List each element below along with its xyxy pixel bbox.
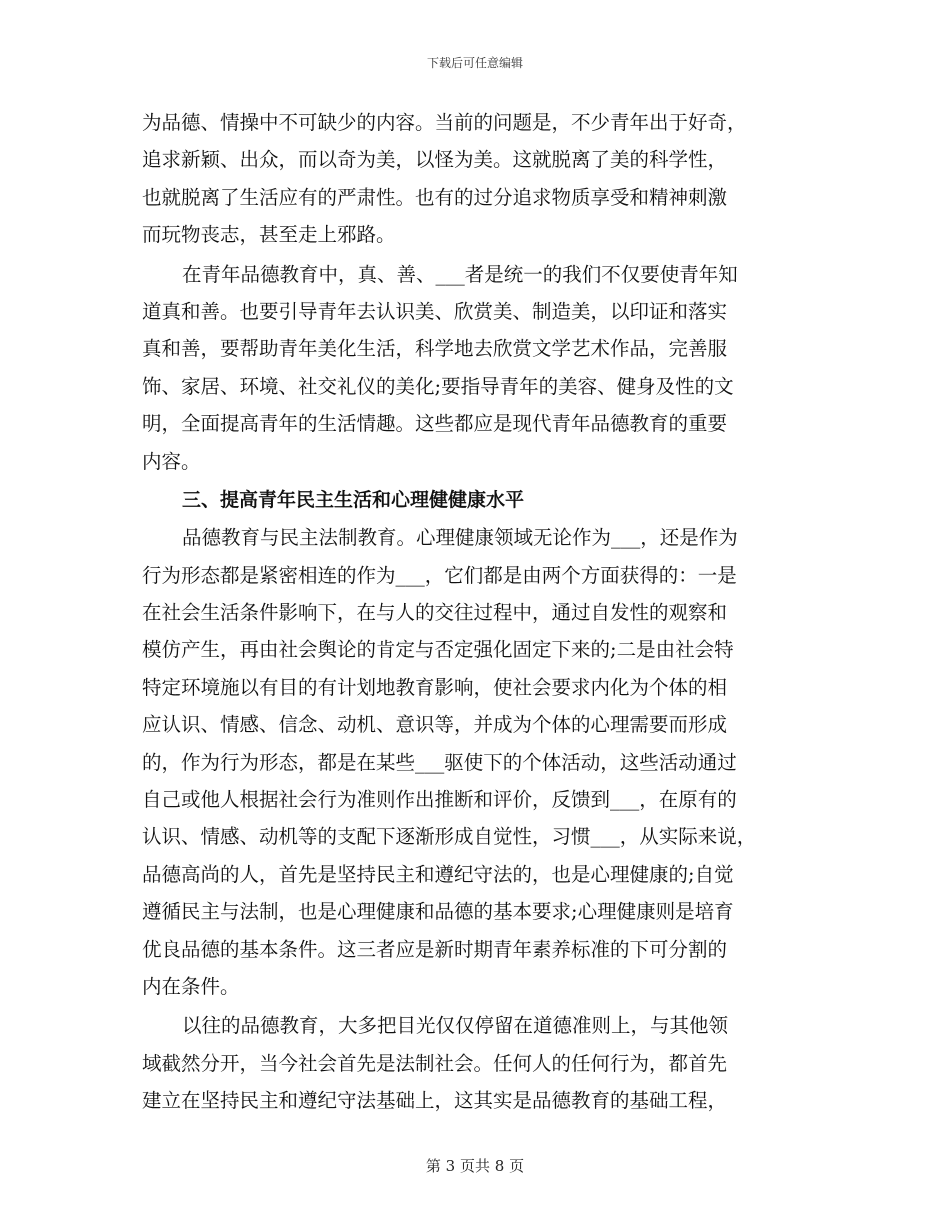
body-line-5: 在青年品德教育中，真、善、___者是统一的我们不仅要使青年知 xyxy=(182,262,738,286)
body-line-19: 自己或他人根据社会行为准则作出推断和评价，反馈到___，在原有的 xyxy=(142,788,737,812)
body-line-15: 模仿产生，再由社会舆论的肯定与否定强化固定下来的;二是由社会特 xyxy=(142,638,734,662)
body-line-9: 明，全面提高青年的生活情趣。这些都应是现代青年品德教育的重要 xyxy=(142,412,728,436)
body-line-7: 真和善，要帮助青年美化生活，科学地去欣赏文学艺术作品，完善服 xyxy=(142,337,728,361)
body-line-22: 遵循民主与法制，也是心理健康和品德的基本要求;心理健康则是培育 xyxy=(142,900,734,924)
section-heading: 三、提高青年民主生活和心理健健康水平 xyxy=(182,488,525,511)
body-line-6: 道真和善。也要引导青年去认识美、欣赏美、制造美，以印证和落实 xyxy=(142,299,728,323)
body-line-14: 在社会生活条件影响下，在与人的交往过程中，通过自发性的观察和 xyxy=(142,601,728,625)
body-line-3: 也就脱离了生活应有的严肃性。也有的过分追求物质享受和精神刺激 xyxy=(142,185,728,209)
body-line-16: 特定环境施以有目的有计划地教育影响，使社会要求内化为个体的相 xyxy=(142,675,728,699)
body-line-24: 内在条件。 xyxy=(142,974,240,998)
body-line-26: 域截然分开，当今社会首先是法制社会。任何人的任何行为，都首先 xyxy=(142,1051,728,1075)
body-line-18: 的，作为行为形态，都是在某些___驱使下的个体活动，这些活动通过 xyxy=(142,750,737,774)
body-line-10: 内容。 xyxy=(142,449,201,473)
body-line-27: 建立在坚持民主和遵纪守法基础上，这其实是品德教育的基础工程， xyxy=(142,1089,728,1113)
page-number: 第 3 页共 8 页 xyxy=(425,1157,525,1175)
body-line-17: 应认识、情感、信念、动机、意识等，并成为个体的心理需要而形成 xyxy=(142,713,728,737)
body-line-13: 行为形态都是紧密相连的作为___，它们都是由两个方面获得的：一是 xyxy=(142,563,737,587)
body-line-20: 认识、情感、动机等的支配下逐渐形成自觉性，习惯___，从实际来说， xyxy=(142,825,757,849)
body-line-4: 而玩物丧志，甚至走上邪路。 xyxy=(142,223,396,247)
body-line-25: 以往的品德教育，大多把目光仅仅停留在道德准则上，与其他领 xyxy=(182,1014,729,1038)
page-header: 下载后可任意编辑 xyxy=(426,56,523,70)
body-line-8: 饰、家居、环境、社交礼仪的美化;要指导青年的美容、健身及性的文 xyxy=(142,374,734,398)
body-line-23: 优良品德的基本条件。这三者应是新时期青年素养标准的下可分割的 xyxy=(142,937,728,961)
body-line-2: 追求新颖、出众，而以奇为美，以怪为美。这就脱离了美的科学性， xyxy=(142,148,728,172)
body-line-21: 品德高尚的人，首先是坚持民主和遵纪守法的，也是心理健康的;自觉 xyxy=(142,862,734,886)
document-body xyxy=(142,104,810,1120)
body-line-12: 品德教育与民主法制教育。心理健康领域无论作为___，还是作为 xyxy=(182,526,738,550)
body-line-1: 为品德、情操中不可缺少的内容。当前的问题是，不少青年出于好奇， xyxy=(142,111,747,134)
